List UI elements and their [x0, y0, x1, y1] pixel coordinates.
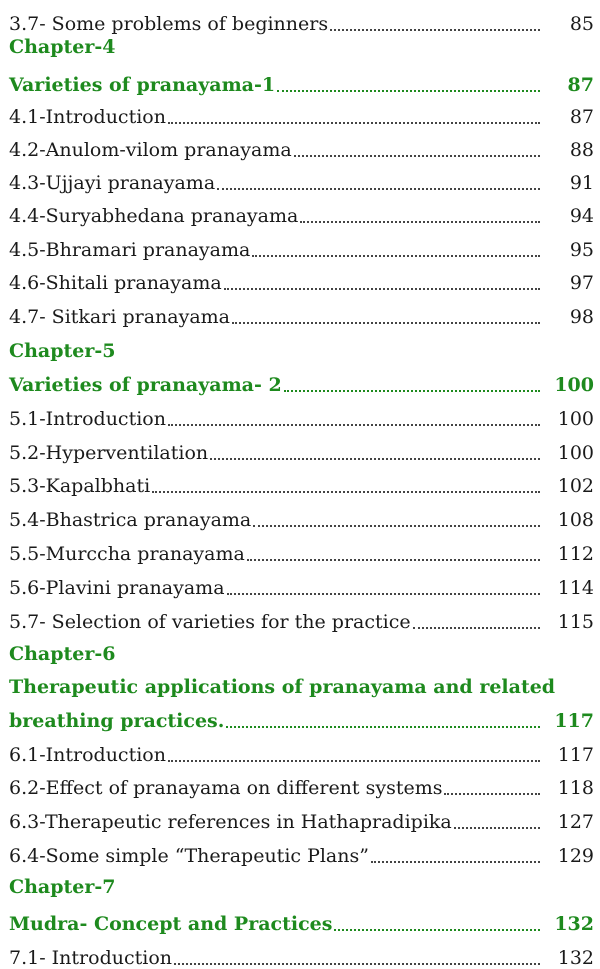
page-number: 87 [567, 74, 594, 96]
toc-entry [0, 192, 600, 226]
page-number: 100 [554, 374, 594, 396]
chapter-heading: Chapter-7 [9, 876, 116, 898]
dot-leader [444, 793, 540, 795]
page-number: 91 [569, 172, 594, 194]
entry-title: 5.2-Hyperventilation [9, 442, 209, 464]
dot-leader [168, 122, 540, 124]
entry-title: 5.3-Kapalbhati [9, 475, 151, 497]
page-number: 100 [557, 442, 594, 464]
page-number: 94 [569, 205, 594, 227]
toc-entry [0, 530, 600, 564]
toc-entry [0, 293, 600, 327]
chapter-heading: Chapter-4 [9, 36, 116, 58]
entry-title: 6.1-Introduction [9, 744, 166, 766]
page-number: 115 [557, 611, 594, 633]
toc-entry [0, 798, 600, 832]
toc-entry [0, 159, 600, 193]
entry-title: 4.1-Introduction [9, 106, 166, 128]
toc-entry [0, 564, 600, 598]
dot-leader [330, 29, 540, 31]
dot-leader [413, 627, 540, 629]
page-number: 118 [557, 777, 594, 799]
toc-entry [0, 429, 600, 463]
dot-leader [300, 221, 540, 223]
toc-entry [0, 93, 600, 127]
entry-title: 4.6-Shitali pranayama [9, 272, 222, 294]
page-number: 132 [554, 913, 594, 935]
page-number: 117 [557, 744, 594, 766]
dot-leader [210, 458, 540, 460]
chapter-title-entry [0, 61, 600, 95]
dot-leader [334, 929, 540, 931]
entry-title: 5.4-Bhastrica pranayama [9, 509, 252, 531]
entry-title: 5.6-Plavini pranayama [9, 577, 225, 599]
toc-entry [0, 0, 600, 34]
page-number: 132 [557, 947, 594, 969]
chapter-title: Mudra- Concept and Practices [9, 913, 333, 935]
toc-entry [0, 259, 600, 293]
dot-leader [253, 525, 540, 527]
entry-title: 6.4-Some simple “Therapeutic Plans” [9, 845, 369, 867]
chapter-title-entry [0, 697, 600, 731]
page-number: 100 [557, 408, 594, 430]
entry-title: 4.3-Ujjayi pranayama [9, 172, 216, 194]
page-number: 127 [557, 811, 594, 833]
dot-leader [252, 255, 540, 257]
page-number: 108 [557, 509, 594, 531]
toc-entry [0, 395, 600, 429]
dot-leader [232, 322, 540, 324]
toc-entry [0, 832, 600, 866]
entry-title: 4.7- Sitkari pranayama [9, 306, 230, 328]
page-number: 112 [557, 543, 594, 565]
page-number: 95 [569, 239, 594, 261]
dot-leader [152, 491, 540, 493]
dot-leader [226, 726, 540, 728]
entry-title: 5.7- Selection of varieties for the practice [9, 611, 411, 633]
dot-leader [371, 861, 540, 863]
page-number: 114 [557, 577, 594, 599]
dot-leader [168, 424, 540, 426]
dot-leader [284, 390, 540, 392]
page-number: 85 [569, 13, 594, 35]
dot-leader [277, 90, 540, 92]
entry-title: 6.3-Therapeutic references in Hathapradipika [9, 811, 452, 833]
entry-title: 7.1- Introduction [9, 947, 173, 969]
dot-leader [168, 760, 540, 762]
toc-entry [0, 764, 600, 798]
toc-entry [0, 496, 600, 530]
entry-title: 3.7- Some problems of beginners [9, 13, 329, 35]
entry-title: 4.4-Suryabhedana pranayama [9, 205, 299, 227]
toc-entry [0, 126, 600, 160]
toc-entry [0, 598, 600, 632]
page-number: 98 [569, 306, 594, 328]
chapter-title-line-1: Therapeutic applications of pranayama and related [9, 676, 556, 698]
entry-title: 5.1-Introduction [9, 408, 166, 430]
chapter-title: Varieties of pranayama-1 [9, 74, 276, 96]
dot-leader [217, 188, 540, 190]
page-number: 117 [554, 710, 594, 732]
page-number: 87 [569, 106, 594, 128]
toc-entry [0, 462, 600, 496]
page-number: 88 [569, 139, 594, 161]
chapter-heading: Chapter-5 [9, 340, 116, 362]
chapter-title: breathing practices. [9, 710, 225, 732]
dot-leader [294, 155, 540, 157]
dot-leader [247, 559, 540, 561]
dot-leader [174, 963, 540, 965]
toc-entry [0, 934, 600, 968]
chapter-title: Varieties of pranayama- 2 [9, 374, 282, 396]
page-number: 102 [557, 475, 594, 497]
entry-title: 4.2-Anulom-vilom pranayama [9, 139, 292, 161]
entry-title: 6.2-Effect of pranayama on different systems [9, 777, 443, 799]
dot-leader [224, 288, 540, 290]
page-number: 97 [569, 272, 594, 294]
chapter-title-entry [0, 361, 600, 395]
chapter-heading: Chapter-6 [9, 643, 116, 665]
entry-title: 5.5-Murccha pranayama [9, 543, 245, 565]
toc-entry [0, 731, 600, 765]
toc-entry [0, 226, 600, 260]
entry-title: 4.5-Bhramari pranayama [9, 239, 251, 261]
dot-leader [454, 827, 540, 829]
dot-leader [227, 593, 540, 595]
page-number: 129 [557, 845, 594, 867]
chapter-title-entry [0, 900, 600, 934]
